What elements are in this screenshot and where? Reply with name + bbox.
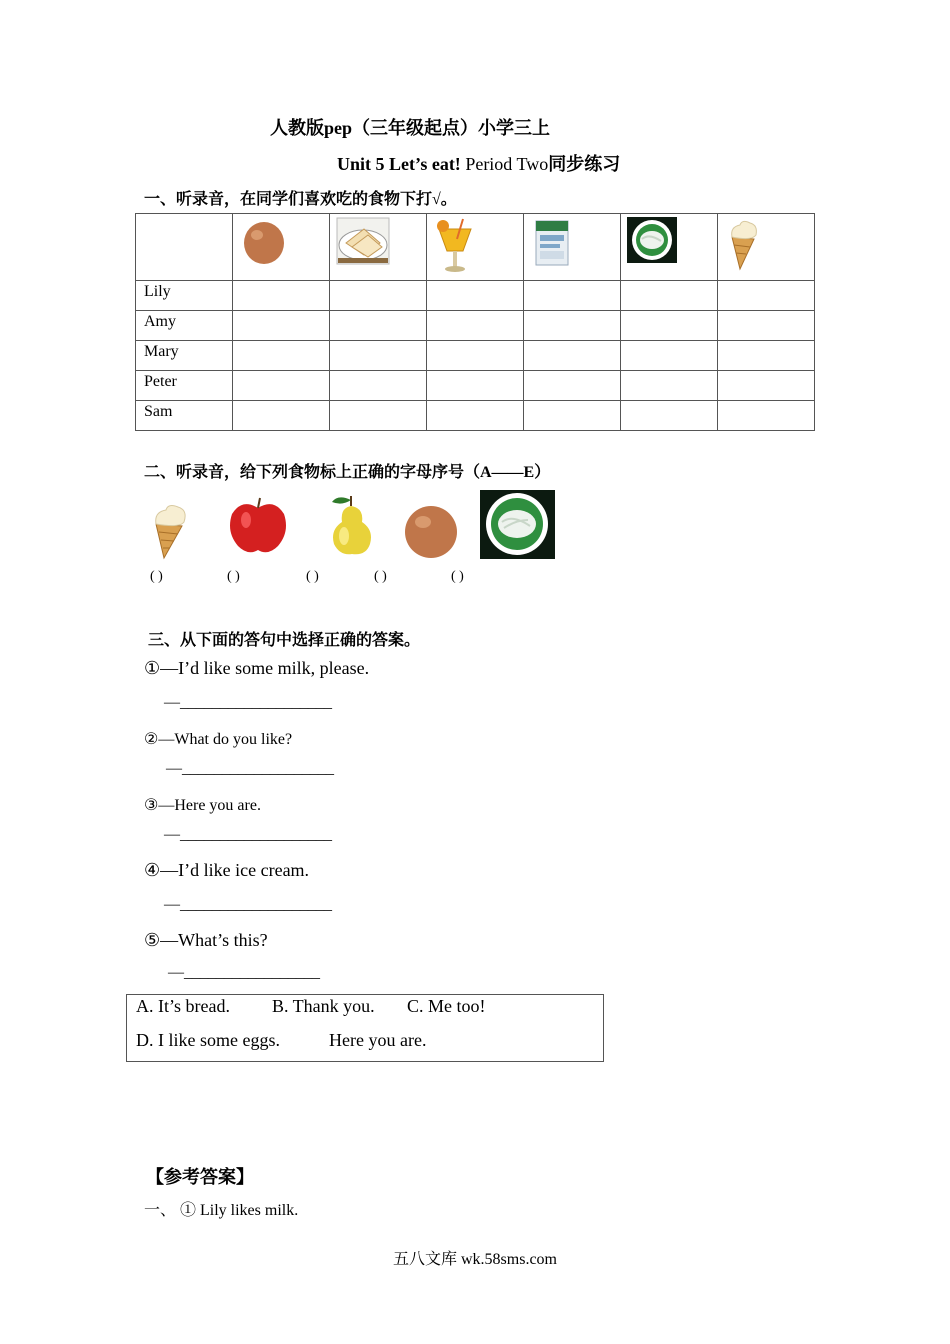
answer-blank-4[interactable]: ( ) [374,569,387,584]
answer-blank-3[interactable]: ( ) [306,569,319,584]
milk-icon [530,217,574,269]
bread-icon [336,217,390,265]
table-cell[interactable] [621,401,718,431]
table-header-row [136,214,815,281]
table-cell[interactable] [718,371,815,401]
table-cell[interactable] [524,311,621,341]
header-cell-egg [233,214,330,281]
row-name: Peter [136,371,233,401]
row-name: Sam [136,401,233,431]
unit-title: Unit 5 Let’s eat! [337,154,461,174]
table-cell[interactable] [524,401,621,431]
table-cell[interactable] [621,341,718,371]
table-cell[interactable] [427,281,524,311]
section1-heading: 一、听录音，在同学们喜欢吃的食物下打√。 [144,191,457,208]
table-cell[interactable] [233,341,330,371]
table-cell[interactable] [233,401,330,431]
table-cell[interactable] [233,311,330,341]
practice-label: 同步练习 [548,154,621,174]
footer-watermark: 五八文库 wk.58sms.com [392,1251,557,1268]
table-cell[interactable] [330,401,427,431]
table-corner-cell [136,214,233,281]
table-cell[interactable] [718,401,815,431]
noodles-icon [480,490,555,559]
ice-cream-icon [150,502,192,560]
header-cell-milk [524,214,621,281]
reference-title: 【参考答案】 [146,1167,254,1187]
table-cell[interactable] [330,341,427,371]
table-row [136,311,815,341]
table-cell[interactable] [718,281,815,311]
table-cell[interactable] [330,281,427,311]
row-name: Mary [136,341,233,371]
option-d: D. I like some eggs. [136,1030,280,1050]
table-cell[interactable] [233,281,330,311]
answer-blank-2[interactable]: ( ) [227,569,240,584]
preference-table [135,213,815,431]
ice-cream-icon [724,217,764,271]
answer-blank-5[interactable]: ( ) [451,569,464,584]
juice-icon [433,217,477,275]
table-cell[interactable] [427,341,524,371]
header-cell-bread [330,214,427,281]
answer-line-4[interactable]: —___________________ [164,896,332,913]
table-cell[interactable] [427,311,524,341]
answer-line-2[interactable]: —___________________ [166,760,334,777]
question-1: ①—I’d like some milk, please. [144,658,370,678]
table-row [136,281,815,311]
page-subtitle [337,150,620,176]
header-cell-ice-cream [718,214,815,281]
table-cell[interactable] [233,371,330,401]
answer-line-3[interactable]: —___________________ [164,826,332,843]
question-4: ④—I’d like ice cream. [144,860,310,880]
pear-icon [324,492,378,558]
row-name: Amy [136,311,233,341]
table-cell[interactable] [718,341,815,371]
table-cell[interactable] [524,341,621,371]
noodles-icon [627,217,677,263]
question-3: ③—Here you are. [144,797,261,814]
answer-line-1[interactable]: —___________________ [164,694,332,711]
header-cell-juice [427,214,524,281]
section2-heading: 二、听录音，给下列食物标上正确的字母序号（A——E） [144,464,551,481]
option-b: B. Thank you. [272,996,375,1016]
apple-icon [224,492,292,558]
option-a: A. It’s bread. [136,996,230,1016]
header-cell-noodles [621,214,718,281]
section3-heading: 三、从下面的答句中选择正确的答案。 [148,632,421,649]
question-5: ⑤—What’s this? [144,930,268,950]
answer-blank-1[interactable]: ( ) [150,569,163,584]
table-cell[interactable] [621,281,718,311]
page-title: 人教版pep（三年级起点）小学三上 [269,118,550,138]
table-cell[interactable] [621,371,718,401]
table-cell[interactable] [427,401,524,431]
row-name: Lily [136,281,233,311]
answer-line-5[interactable]: —_________________ [168,964,320,981]
table-cell[interactable] [427,371,524,401]
table-cell[interactable] [524,371,621,401]
table-row [136,401,815,431]
egg-icon [403,502,459,560]
option-c: C. Me too! [407,996,486,1016]
question-2: ②—What do you like? [144,731,293,748]
option-e: Here you are. [329,1030,427,1050]
table-cell[interactable] [718,311,815,341]
egg-icon [239,217,289,267]
table-row [136,371,815,401]
table-cell[interactable] [330,371,427,401]
reference-line-1: 一、 ① Lily likes milk. [144,1202,299,1219]
period-title: Period Two [465,154,549,174]
table-row [136,341,815,371]
table-cell[interactable] [524,281,621,311]
table-cell[interactable] [330,311,427,341]
table-cell[interactable] [621,311,718,341]
